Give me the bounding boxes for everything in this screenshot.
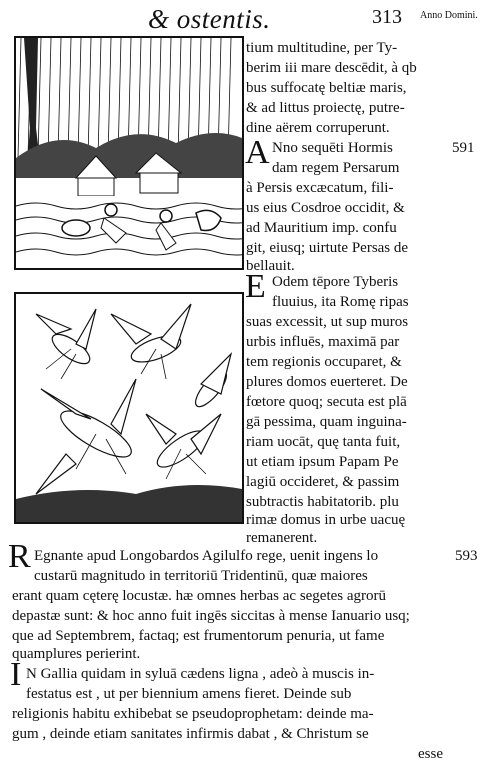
text-line: Egnante apud Longobardos Agilulfo rege, uenit ingens lo [34, 548, 379, 564]
dropcap-e: E [245, 268, 266, 305]
text-line: tem regionis occuparet, & [246, 354, 402, 370]
text-line: custarū magnitudo in territoriū Tridentinū, quæ maiores [34, 568, 368, 584]
text-line: tium multitudine, per Ty- [246, 40, 398, 56]
locusts-woodcut [14, 292, 244, 524]
dropcap-a: A [245, 134, 270, 171]
running-head-title: & ostentis. [148, 4, 271, 34]
text-line: Nno sequēti Hormis [272, 140, 393, 156]
text-line: Odem tēpore Tyberis [272, 274, 399, 290]
catchword: esse [418, 746, 443, 762]
text-line: plures domos euerteret. De [246, 374, 408, 390]
text-line: rimæ domus in urbe uacuę [246, 512, 406, 528]
text-line: subtractis habitatorib. plu [246, 494, 399, 510]
text-line: dine aërem corruperunt. [246, 120, 390, 136]
text-line: urbis influēs, maximā par [246, 334, 400, 350]
text-line: gā pessima, quam inguina- [246, 414, 407, 430]
margin-year-593: 593 [455, 548, 478, 564]
flood-woodcut [14, 36, 244, 270]
text-line: suas excessit, ut sup muros [246, 314, 409, 330]
text-line: bellauit. [246, 258, 295, 274]
text-line: fœtore quoq; secuta est plā [246, 394, 407, 410]
margin-year-591: 591 [452, 140, 475, 156]
text-line: festatus est , ut per biennium amens fieret. Deinde sub [26, 686, 352, 702]
page-number: 313 [372, 6, 402, 28]
locusts-woodcut-drawing [16, 294, 242, 522]
text-line: & ad littus proiectę, putre- [246, 100, 405, 116]
text-line: remanerent. [246, 530, 318, 546]
text-line: dam regem Persarum [272, 160, 400, 176]
text-line: lagiū occideret, & passim [246, 474, 400, 490]
text-line: ad Mauritium imp. confu [246, 220, 397, 236]
text-line: git, eiusq; uirtute Persas de [246, 240, 409, 256]
text-line: N Gallia quidam in syluā cædens ligna , adeò à muscis in- [26, 666, 375, 682]
text-line: quamplures perierint. [12, 646, 141, 662]
flood-woodcut-drawing [16, 38, 242, 268]
text-line: us eius Cosdroe occidit, & [246, 200, 405, 216]
text-line: berim iii mare descēdit, à qb [246, 60, 417, 76]
text-line: que ad Septembrem, factaq; est frumentorum penuria, ut fame [12, 628, 385, 644]
text-line: ut etiam ipsum Papam Pe [246, 454, 399, 470]
text-line: depastæ sunt: & hoc anno fuit ingēs siccitas à mense Ianuario usq; [12, 608, 410, 624]
text-line: à Persis excæcatum, fili- [246, 180, 394, 196]
text-line: religionis habitu exhibebat se pseudoprophetam: deinde ma- [12, 706, 374, 722]
text-line: bus suffocatę beltiæ maris, [246, 80, 407, 96]
dropcap-r: R [8, 538, 31, 575]
dropcap-i: I [10, 656, 22, 693]
text-line: gum , deinde etiam sanitates infirmis dabat , & Christum se [12, 726, 369, 742]
text-line: fluuius, ita Romę ripas [272, 294, 409, 310]
anno-domini-label: Anno Domini. [420, 10, 478, 21]
text-line: erant quam cęterę locustæ. hæ omnes herbas ac segetes agrorū [12, 588, 387, 604]
text-line: riam uocāt, quę tanta fuit, [246, 434, 401, 450]
